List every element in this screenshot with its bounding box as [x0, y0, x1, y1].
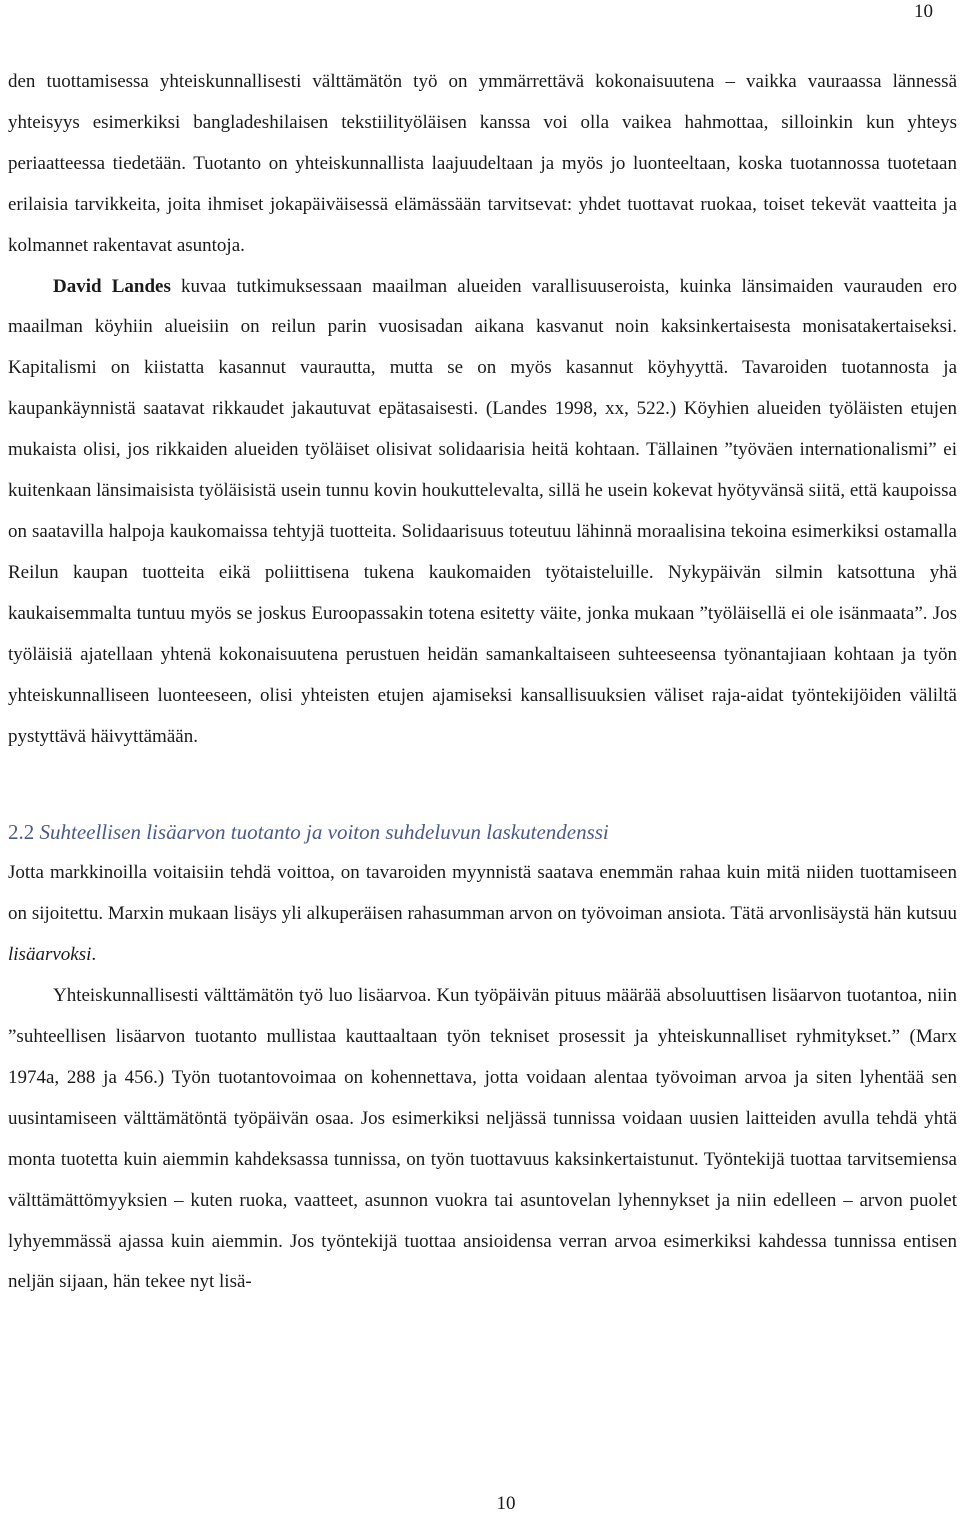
document-body: [8, 62, 957, 1303]
page-number-bottom: 10: [496, 1493, 516, 1514]
author-name: David Landes: [53, 275, 171, 297]
paragraph-landes: [8, 267, 957, 758]
paragraph-relative-surplus: Yhteiskunnallisesti välttämätön työ luo lisäarvoa. Kun työpäivän pituus määrää absoluuttisen lisäarvon tuotantoa, niin ”suhteellisen lisäarvon tuotanto mullistaa kauttaaltaan työn tekniset prosessit ja yhteiskunnalliset ryhmitykset.” (Marx 1974a, 288 ja 456.) Työn tuotantovoimaa on kohennettava, jotta voidaan alentaa työvoiman arvoa ja siten lyhentää sen uusintamiseen välttämätöntä työpäivän osaa. Jos esimerkiksi neljässä tunnissa voidaan uusien laitteiden avulla tehdä yhtä monta tuotetta kuin aiemmin kahdeksassa tunnissa, on työn tuottavuus kaksinkertaistunut. Työntekijä tuottaa tarvitsemiensa välttämättömyyksien – kuten ruoka, vaatteet, asunnon vuokra tai asuntovelan lyhennykset ja niin edelleen – arvon puolet lyhyemmässä ajassa kuin aiemmin. Jos työntekijä tuottaa ansioidensa verran arvoa esimerkiksi kahdessa tunnissa entisen neljän sijaan, hän tekee nyt lisä-: [8, 985, 957, 1293]
paragraph-surplus-value-text: Jotta markkinoilla voitaisiin tehdä voittoa, on tavaroiden myynnistä saatava enemmän rahaa kuin mitä niiden tuottamiseen on sijoitettu. Marxin mukaan lisäys yli alkuperäisen rahasumman arvon on työvoiman ansiota. Tätä arvonlisäystä hän kutsuu: [8, 862, 957, 925]
section-heading: [8, 817, 957, 847]
section-title: Suhteellisen lisäarvon tuotanto ja voiton suhdeluvun laskutendenssi: [34, 820, 609, 845]
paragraph-surplus-value: [8, 853, 957, 976]
page-number-top: 10: [914, 1, 933, 22]
term-surplus-value: lisäarvoksi: [8, 944, 92, 966]
paragraph-landes-text: kuvaa tutkimuksessaan maailman alueiden varallisuuseroista, kuinka länsimaiden vaurauden ero maailman köyhiin alueisiin on reilun parin vuosisadan aikana kasvanut noin kaksinkertaisesta monisatakertaiseksi. Kapitalismi on kiistatta kasannut vaurautta, mutta se on myös kasannut köyhyyttä. Tavaroiden tuotannosta ja kaupankäynnistä saatavat rikkaudet jakautuvat epätasaisesti. (Landes 1998, xx, 522.) Köyhien alueiden työläisten etujen mukaista olisi, jos rikkaiden alueiden työläiset olisivat solidaarisia heitä kohtaan. Tällainen ”työväen internationalismi” ei kuitenkaan länsimaisista työläisistä usein tunnu kovin houkuttelevalta, sillä he usein kokevat hyötyvänsä siitä, että kaupoissa on saatavilla halpoja kaukomaissa tehtyjä tuotteita. Solidaarisuus toteutuu lähinnä moraalisina tekoina esimerkiksi ostamalla Reilun kaupan tuotteita eikä poliittisena tukena kaukomaiden työtaisteluille. Nykypäivän silmin katsottuna yhä kaukaisemmalta tuntuu myös se joskus Euroopassakin totena esitetty väite, jonka mukaan ”työläisellä ei ole isänmaata”. Jos työläisiä ajatellaan yhtenä kokonaisuutena perustuen heidän samankaltaiseen suhteeseensa työnantajiaan kohtaan ja työn yhteiskunnalliseen luonteeseen, olisi yhteisten etujen ajamiseksi kansallisuuksien väliset raja-aidat työntekijöiden väliltä pystyttävä häivyttämään.: [8, 275, 958, 747]
section-number: 2.2: [8, 820, 35, 845]
paragraph-surplus-value-end: .: [91, 944, 97, 966]
paragraph-continuation: den tuottamisessa yhteiskunnallisesti välttämätön työ on ymmärrettävä kokonaisuutena – vaikka vauraassa lännessä yhteisyys esimerkiksi bangladeshilaisen tekstiilityöläisen kanssa voi olla vaikea hahmottaa, silloinkin kun yhteys periaatteessa tiedetään. Tuotanto on yhteiskunnallista laajuudeltaan ja myös jo luonteeltaan, koska tuotannossa tuotetaan erilaisia tarvikkeita, joita ihmiset jokapäiväisessä elämässään tarvitsevat: yhdet tuottavat ruokaa, toiset tekevät vaatteita ja kolmannet rakentavat asuntoja.: [8, 71, 957, 256]
